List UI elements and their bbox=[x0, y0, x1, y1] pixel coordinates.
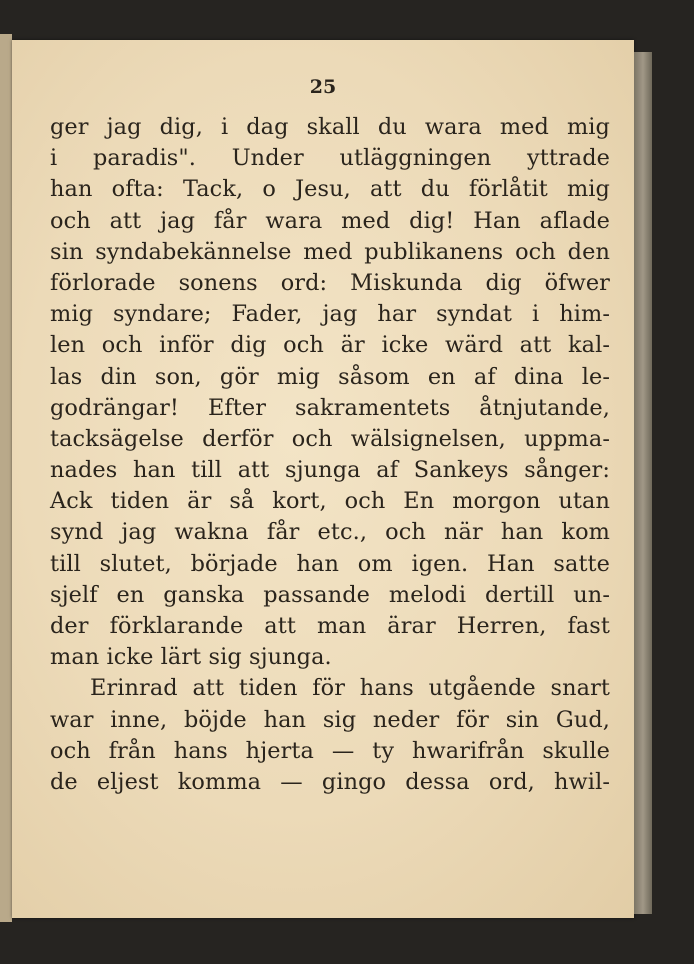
text-line: till slutet, började han om igen. Han satte bbox=[50, 550, 610, 577]
text-line: Ack tiden är så kort, och En morgon utan bbox=[50, 488, 610, 515]
text-line: der förklarande att man ärar Herren, fast bbox=[50, 613, 610, 639]
text-line: sjelf en ganska passande melodi dertill un- bbox=[50, 581, 610, 608]
text-line: Erinrad att tiden för hans utgående snart bbox=[90, 675, 610, 702]
text-line: war inne, böjde han sig neder för sin Gud, bbox=[50, 706, 610, 733]
text-line: de eljest komma — gingo dessa ord, hwil- bbox=[50, 768, 610, 795]
facing-page-edge bbox=[0, 34, 12, 922]
text-line: och från hans hjerta — ty hwarifrån skulle bbox=[50, 737, 610, 764]
body-text bbox=[50, 112, 610, 798]
text-line: las din son, gör mig såsom en af dina le- bbox=[50, 363, 610, 390]
text-line: man icke lärt sig sjunga. bbox=[50, 644, 332, 671]
text-line: nades han till att sjunga af Sankeys sånger: bbox=[50, 457, 610, 484]
text-line: tacksägelse derför och wälsignelsen, uppma- bbox=[50, 425, 610, 452]
book-page bbox=[12, 40, 634, 918]
text-line: han ofta: Tack, o Jesu, att du förlåtit mig bbox=[50, 176, 610, 203]
text-line: förlorade sonens ord: Miskunda dig öfwer bbox=[50, 269, 610, 296]
page-edge-shadow bbox=[634, 52, 652, 914]
text-line: ger jag dig, i dag skall du wara med mig bbox=[50, 114, 610, 140]
text-line: mig syndare; Fader, jag har syndat i him- bbox=[50, 301, 610, 328]
page-number: 25 bbox=[309, 76, 337, 98]
text-line: len och inför dig och är icke wärd att kal- bbox=[50, 332, 610, 359]
text-line: sin syndabekännelse med publikanens och den bbox=[50, 238, 610, 265]
text-line: i paradis". Under utläggningen yttrade bbox=[50, 145, 610, 172]
text-line: och att jag får wara med dig! Han aflade bbox=[50, 207, 610, 234]
text-line: synd jag wakna får etc., och när han kom bbox=[50, 519, 610, 546]
text-line: godrängar! Efter sakramentets åtnjutande, bbox=[50, 394, 610, 421]
